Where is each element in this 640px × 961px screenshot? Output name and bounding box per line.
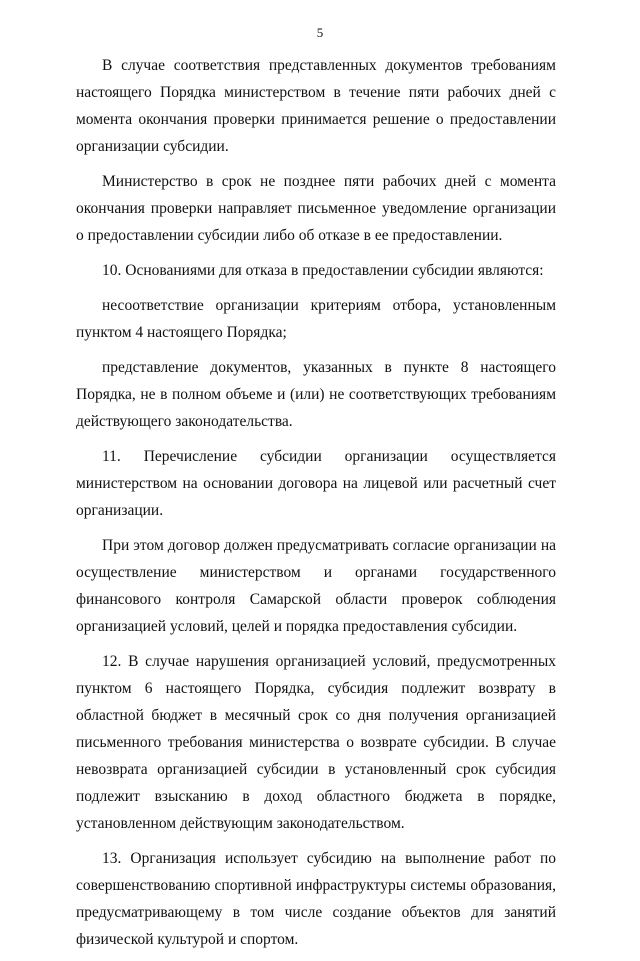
- document-body: [76, 52, 556, 961]
- page-number: 5: [316, 25, 324, 40]
- paragraph-item-13: 13. Организация использует субсидию на выполнение работ по совершенствованию спортивной инфраструктуры системы образования, предусматривающему в том числе создание объектов для занятий физической культурой и спортом.: [76, 850, 556, 948]
- paragraph-item-12: 12. В случае нарушения организацией условий, предусмотренных пунктом 6 настоящего Порядка, субсидия подлежит возврату в областной бюджет в месячный срок со дня получения организацией письменного требования министерства о возврате субсидии. В случае невозврата организацией субсидии в установленный срок субсидия подлежит взысканию в доход областного бюджета в порядке, установленном действующим законодательством.: [76, 653, 556, 832]
- paragraph-contract-consent: При этом договор должен предусматривать согласие организации на осуществление министерством и органами государственного финансового контроля Самарской области проверок соблюдения организацией условий, целей и порядка предоставления субсидии.: [76, 537, 556, 635]
- paragraph-ground-documents: представление документов, указанных в пункте 8 настоящего Порядка, не в полном объеме и (или) не соответствующих требованиям действующего законодательства.: [76, 359, 556, 430]
- paragraph-ground-criteria: несоответствие организации критериям отбора, установленным пунктом 4 настоящего Порядка;: [76, 297, 556, 341]
- paragraph-item-11: 11. Перечисление субсидии организации осуществляется министерством на основании договора на лицевой или расчетный счет организации.: [76, 448, 556, 519]
- paragraph-decision: В случае соответствия представленных документов требованиям настоящего Порядка министерством в течение пяти рабочих дней с момента окончания проверки принимается решение о предоставлении организации субсидии.: [76, 57, 556, 155]
- paragraph-item-10: 10. Основаниями для отказа в предоставлении субсидии являются:: [102, 262, 544, 279]
- paragraph-notification: Министерство в срок не позднее пяти рабочих дней с момента окончания проверки направляет письменное уведомление организации о предоставлении субсидии либо об отказе в ее предоставлении.: [76, 173, 556, 244]
